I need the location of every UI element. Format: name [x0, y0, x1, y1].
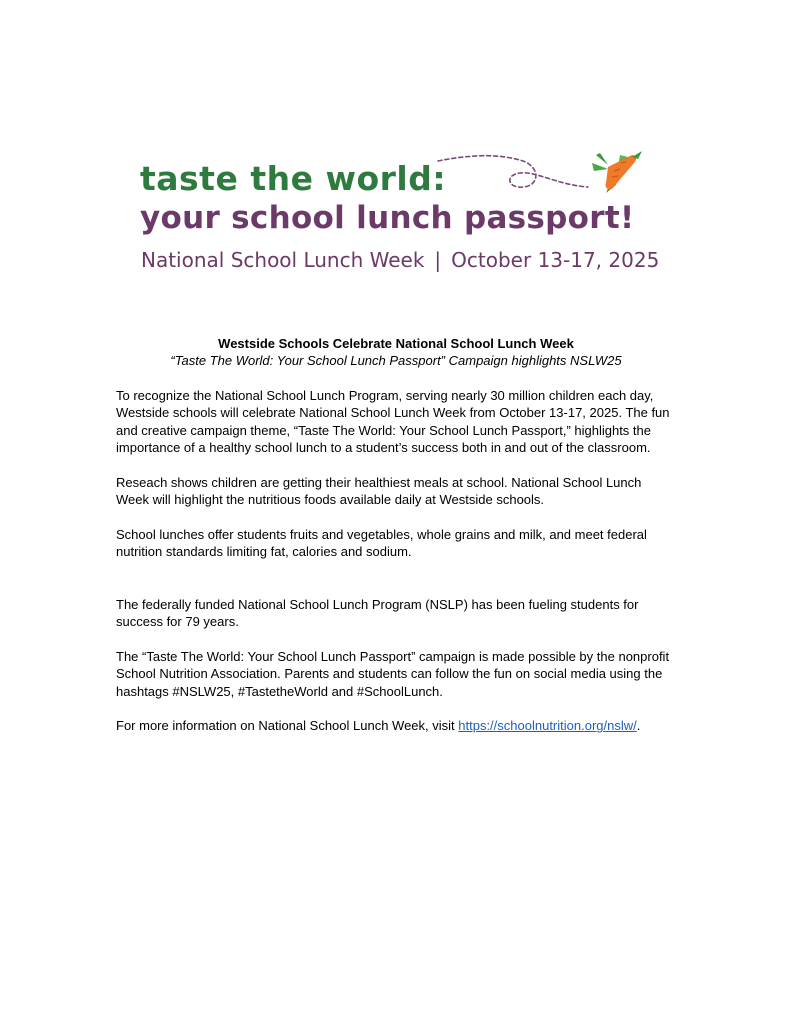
more-info-prefix: For more information on National School Lunch Week, visit [116, 718, 459, 734]
article-paragraph: To recognize the National School Lunch Program, serving nearly 30 million children each day, Westside schools will celebrate National School Lunch Week from October 13-17, 2025. The fun and creative campaign theme, “Taste The World: Your School Lunch Passport,” highlights the importance of a healthy school lunch to a student’s success both in and out of the classroom. [116, 387, 670, 456]
article-body [116, 335, 676, 752]
banner-event-line [141, 248, 659, 272]
flight-path-graphic [428, 145, 648, 205]
article-paragraph: The “Taste The World: Your School Lunch Passport” campaign is made possible by the nonprofit School Nutrition Association. Parents and students can follow the fun on social media using the hashtags #NSLW25, #TastetheWorld and #SchoolLunch. [116, 648, 670, 699]
banner-event-dates: October 13-17, 2025 [451, 248, 660, 272]
article-paragraph: School lunches offer students fruits and vegetables, whole grains and milk, and meet federal nutrition standards limiting fat, calories and sodium. [116, 527, 647, 560]
article-paragraph: Reseach shows children are getting their healthiest meals at school. National School Lunch Week will highlight the nutritious foods available daily at Westside schools. [116, 474, 642, 508]
article-subheadline: “Taste The World: Your School Lunch Passport” Campaign highlights NSLW25 [170, 353, 622, 369]
banner-separator: | [434, 248, 442, 272]
more-info-line [116, 717, 676, 734]
campaign-banner [138, 145, 658, 280]
more-info-suffix: . [636, 718, 641, 734]
nslw-website-link[interactable]: https://schoolnutrition.org/nslw/ [458, 718, 637, 734]
banner-title-line2: your school lunch passport! [140, 200, 635, 236]
carrot-airplane-icon [592, 151, 642, 193]
dashed-flight-path [438, 156, 588, 187]
banner-event-name: National School Lunch Week [141, 248, 425, 272]
banner-title-line1: taste the world: [140, 159, 447, 198]
article-paragraph: The federally funded National School Lunch Program (NSLP) has been fueling students for success for 79 years. [116, 596, 639, 630]
article-headline: Westside Schools Celebrate National School Lunch Week [218, 336, 574, 351]
